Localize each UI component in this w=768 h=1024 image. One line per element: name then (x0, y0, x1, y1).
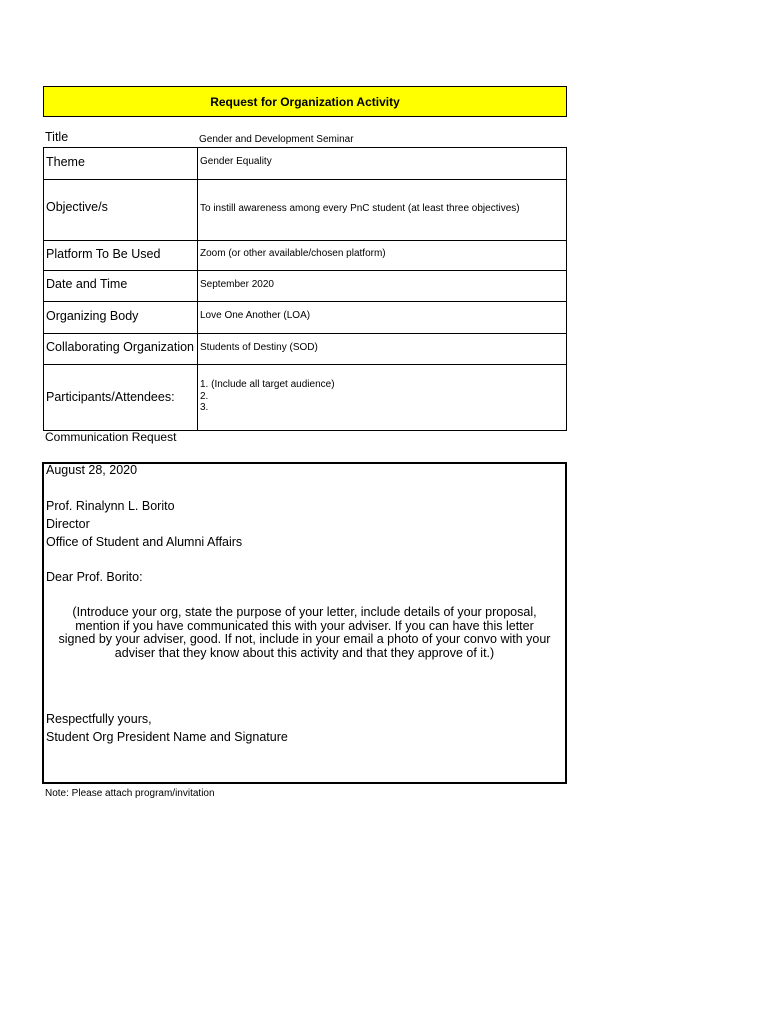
letter-body (44, 606, 565, 660)
attachment-note: Note: Please attach program/invitation (45, 788, 215, 799)
row-theme-value: Gender Equality (200, 156, 272, 167)
column-divider (197, 241, 198, 270)
row-organizing-body (43, 301, 567, 334)
row-objectives-label: Objective/s (46, 200, 108, 214)
row-collaborating-value: Students of Destiny (SOD) (200, 342, 318, 353)
communication-request-label: Communication Request (45, 430, 177, 444)
column-divider (197, 148, 198, 179)
recipient-title: Director (46, 517, 90, 531)
row-title (43, 117, 567, 147)
list-item: 2. (200, 390, 209, 402)
column-divider (197, 334, 198, 364)
form-heading (43, 86, 567, 117)
row-participants (43, 364, 567, 431)
row-title-label: Title (45, 130, 69, 144)
row-collaborating (43, 333, 567, 365)
letter-body-line: adviser that they know about this activity and that they approve of it.) (114, 645, 495, 660)
recipient-name: Prof. Rinalynn L. Borito (46, 499, 175, 513)
letter-date: August 28, 2020 (46, 463, 138, 477)
row-participants-label: Participants/Attendees: (46, 390, 175, 404)
row-platform (43, 240, 567, 271)
letter-body-line: signed by your adviser, good. If not, include in your email a photo of your convo with your (58, 632, 551, 646)
salutation: Dear Prof. Borito: (46, 570, 143, 584)
letter-box (42, 462, 567, 784)
row-date-time-value: September 2020 (200, 279, 274, 290)
row-organizing-body-label: Organizing Body (46, 309, 139, 323)
row-organizing-body-value: Love One Another (LOA) (200, 310, 311, 321)
column-divider (197, 302, 198, 333)
letter-body-line: (Introduce your org, state the purpose of your letter, include details of your proposal, (72, 605, 537, 619)
row-title-value: Gender and Development Seminar (199, 134, 354, 145)
row-date-time-label: Date and Time (46, 277, 128, 291)
row-collaborating-label: Collaborating Organization (46, 340, 195, 354)
row-date-time (43, 270, 567, 302)
column-divider (197, 365, 198, 430)
column-divider (197, 271, 198, 301)
row-objectives-value: To instill awareness among every PnC student (at least three objectives) (200, 203, 520, 214)
row-theme-label: Theme (46, 155, 85, 169)
row-theme (43, 147, 567, 180)
participants-list (200, 379, 335, 414)
row-objectives (43, 179, 567, 241)
recipient-office: Office of Student and Alumni Affairs (46, 535, 243, 549)
list-item: 1. (Include all target audience) (200, 379, 335, 390)
signature-line: Student Org President Name and Signature (46, 730, 288, 744)
closing: Respectfully yours, (46, 712, 152, 726)
row-platform-value: Zoom (or other available/chosen platform) (200, 248, 386, 259)
form-heading-text: Request for Organization Activity (210, 94, 400, 109)
letter-body-line: mention if you have communicated this with your adviser. If you can have this letter (75, 618, 534, 633)
list-item: 3. (200, 402, 209, 413)
row-platform-label: Platform To Be Used (46, 247, 161, 261)
column-divider (197, 180, 198, 240)
